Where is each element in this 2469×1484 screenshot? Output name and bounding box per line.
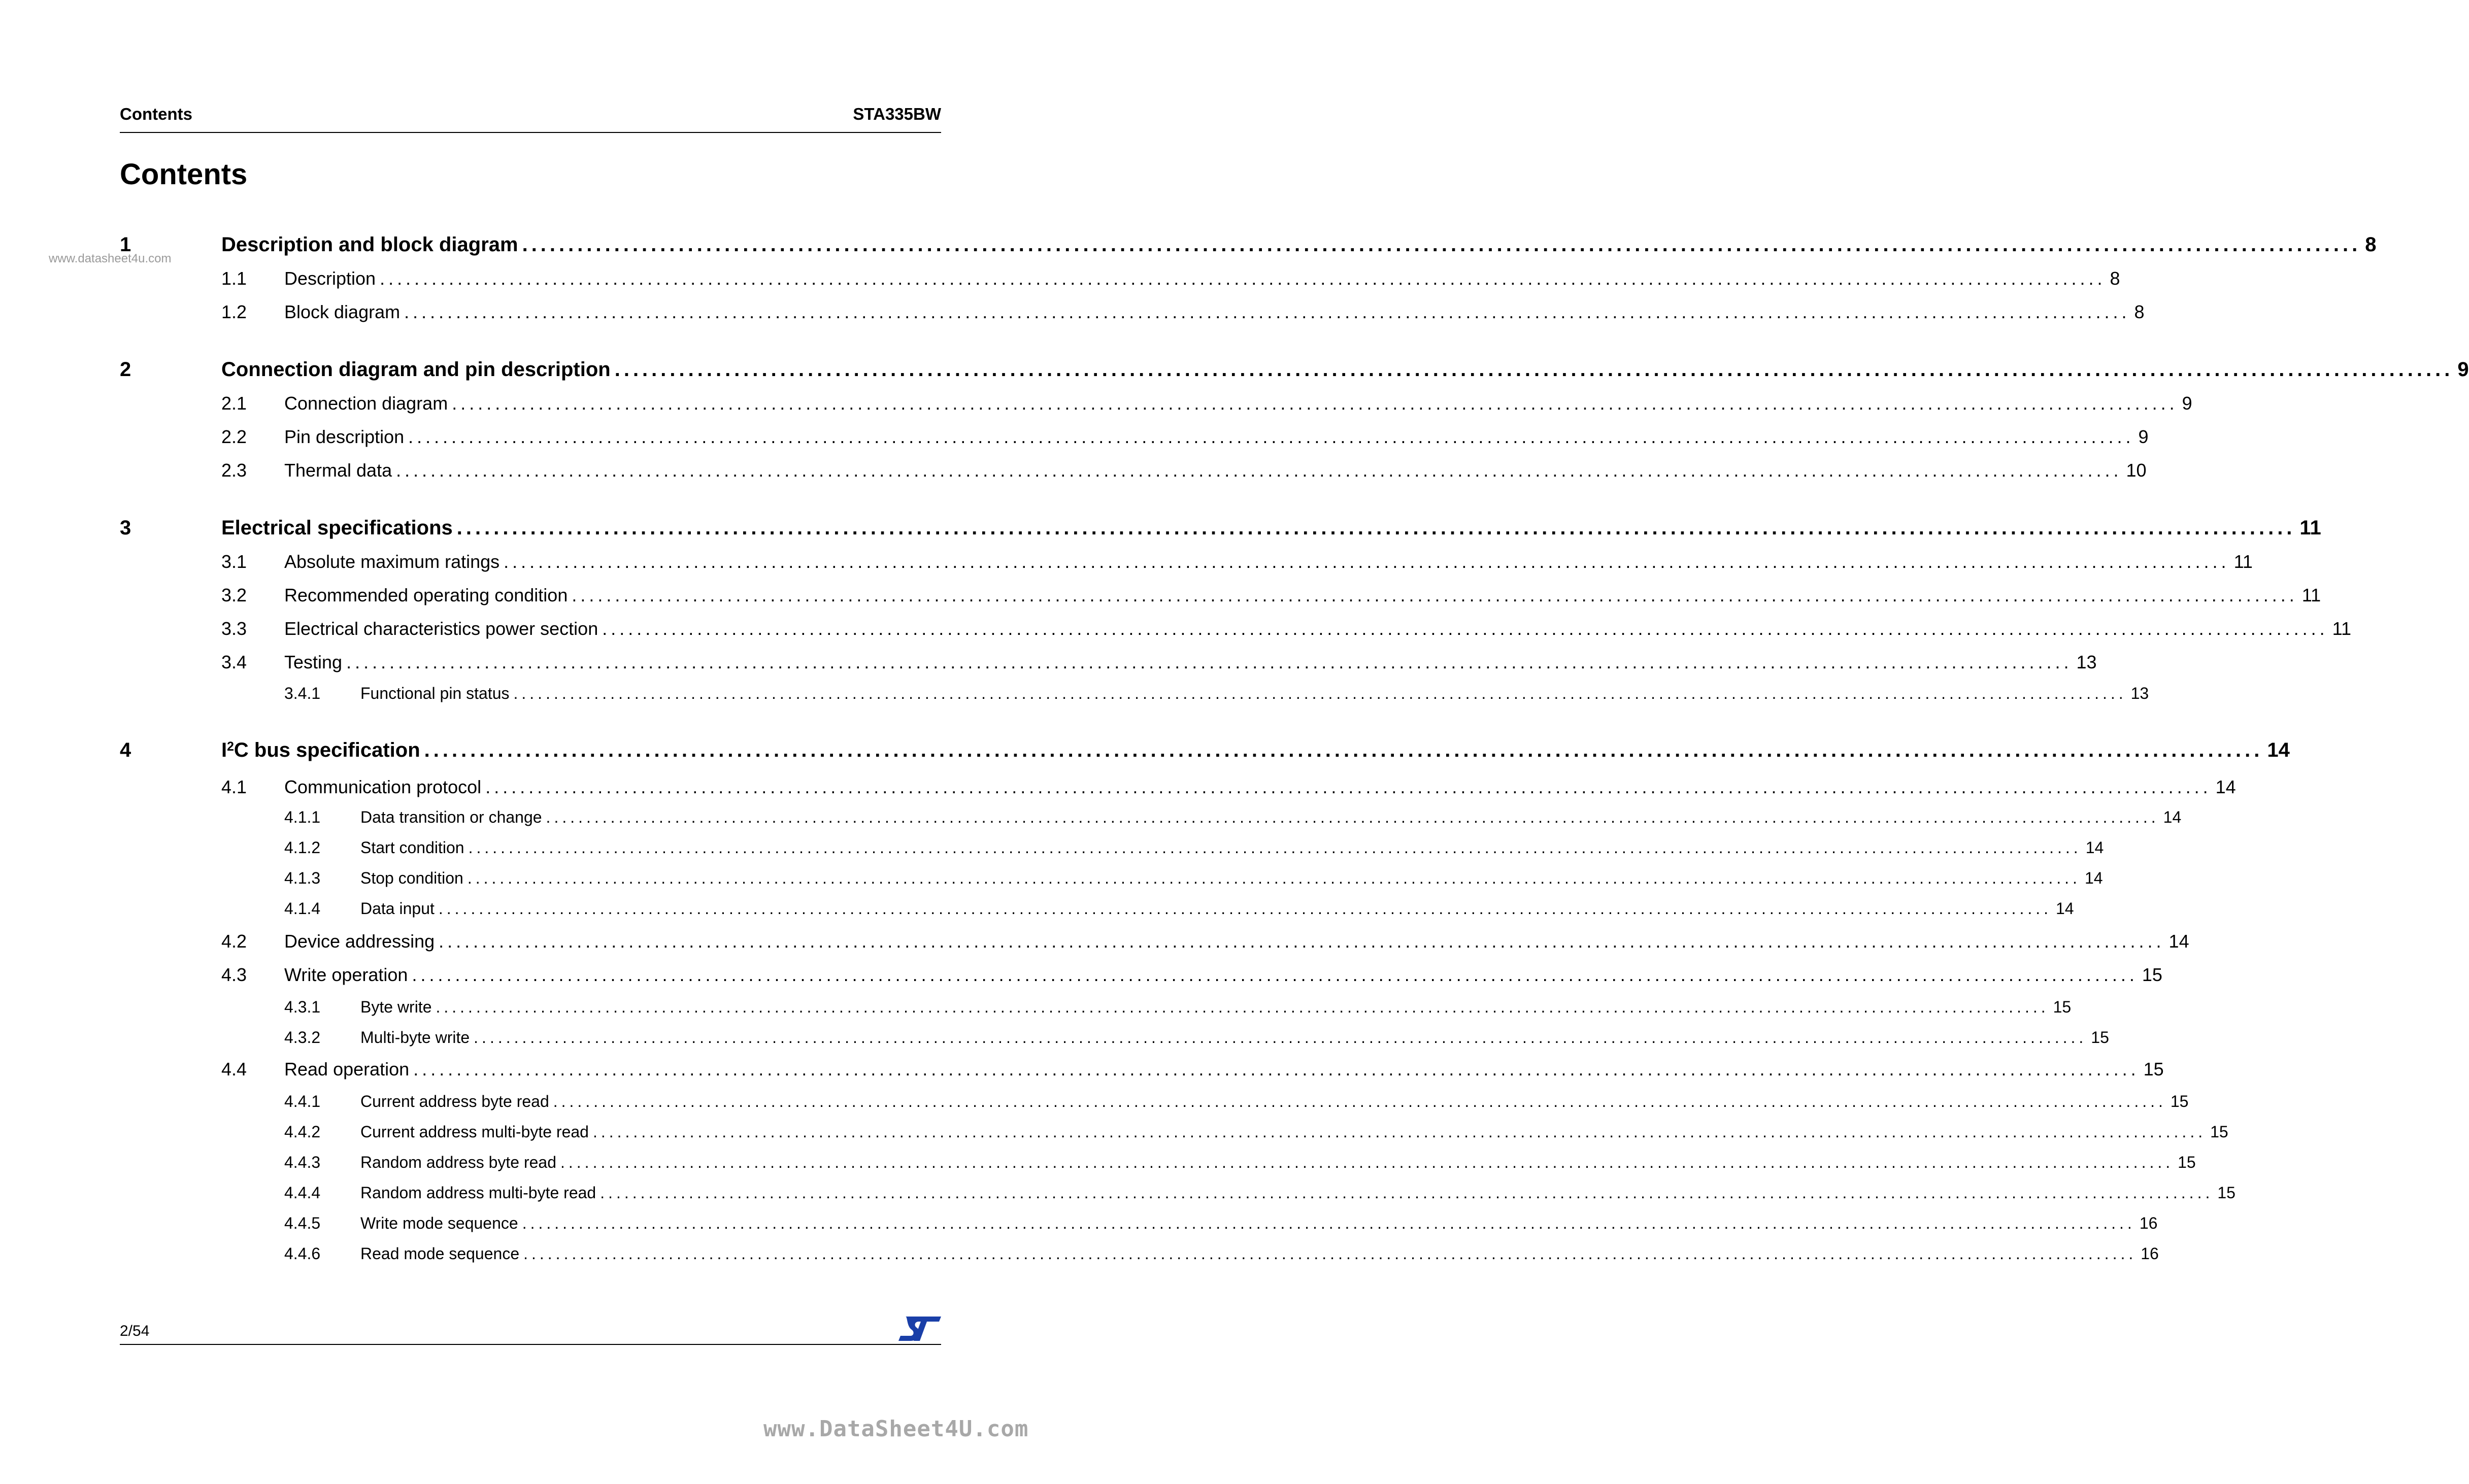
toc-entry-label: Data transition or change [360, 808, 542, 826]
toc-entry-page: 15 [2143, 1059, 2164, 1080]
toc-entry-page: 14 [2168, 931, 2189, 952]
toc-dot-leader: ........................................................................................................................................................................................................ [404, 301, 2130, 322]
page-title: Contents [120, 158, 248, 191]
toc-entry-page: 15 [2210, 1123, 2228, 1141]
toc-dot-leader: ........................................................................................................................................................................................................ [614, 358, 2454, 381]
toc-entry-level-2[interactable] [120, 551, 2253, 576]
toc-entry-label: Description [284, 268, 376, 289]
toc-entry-label: Start condition [360, 838, 464, 857]
toc-entry-level-2[interactable] [120, 301, 2145, 326]
toc-entry-level-3[interactable] [120, 998, 2072, 1022]
toc-entry-title-line [284, 268, 2120, 289]
toc-entry-level-2[interactable] [120, 426, 2149, 451]
toc-entry-label: Connection diagram and pin description [221, 358, 611, 381]
toc-entry-number: 4.1 [221, 777, 247, 797]
toc-entry-level-3[interactable] [120, 1092, 2189, 1117]
toc-entry-title-line [360, 998, 2072, 1017]
toc-dot-leader: ........................................................................................................................................................................................................ [504, 551, 2230, 572]
toc-dot-leader: ........................................................................................................................................................................................................ [553, 1092, 2166, 1110]
toc-entry-number: 4.1.1 [284, 808, 321, 826]
toc-entry-page: 14 [2085, 838, 2104, 857]
toc-entry-title-line [284, 393, 2192, 414]
toc-entry-number: 3.4.1 [284, 684, 321, 702]
header-section-label: Contents [120, 105, 192, 123]
toc-entry-number: 1.1 [221, 268, 247, 289]
toc-entry-level-1[interactable] [120, 358, 2469, 383]
toc-entry-level-2[interactable] [120, 618, 2351, 643]
toc-entry-title-line [221, 358, 2469, 381]
toc-entry-page: 15 [2217, 1184, 2236, 1202]
toc-entry-number: 4.4.1 [284, 1092, 321, 1110]
toc-entry-number: 4.1.2 [284, 838, 321, 857]
toc-entry-title-line [284, 585, 2321, 606]
toc-entry-level-2[interactable] [120, 652, 2097, 676]
toc-dot-leader: ........................................................................................................................................................................................................ [456, 517, 2296, 539]
toc-entry-level-2[interactable] [120, 460, 2147, 484]
toc-dot-leader: ........................................................................................................................................................................................................ [452, 393, 2178, 414]
toc-dot-leader: ........................................................................................................................................................................................................ [592, 1123, 2207, 1141]
toc-dot-leader: ........................................................................................................................................................................................................ [436, 998, 2049, 1016]
toc-entry-page: 15 [2170, 1092, 2189, 1110]
toc-dot-leader: ........................................................................................................................................................................................................ [380, 268, 2106, 289]
toc-entry-number: 2.1 [221, 393, 247, 414]
toc-entry-number: 4.1.3 [284, 869, 321, 887]
toc-entry-title-line [284, 551, 2253, 572]
toc-entry-number: 1.2 [221, 301, 247, 322]
toc-entry-page: 11 [2301, 585, 2321, 605]
toc-entry-title-line [284, 652, 2097, 673]
watermark-bottom: www.DataSheet4U.com [763, 1416, 1029, 1442]
toc-entry-label: Write operation [284, 964, 408, 985]
toc-entry-level-3[interactable] [120, 1153, 2196, 1177]
toc-entry-level-3[interactable] [120, 899, 2074, 924]
toc-entry-page: 8 [2134, 301, 2145, 322]
toc-entry-number: 4.4.6 [284, 1244, 321, 1263]
toc-entry-number: 4.4.2 [284, 1123, 321, 1141]
toc-entry-page: 9 [2138, 426, 2149, 447]
toc-entry-level-3[interactable] [120, 1244, 2159, 1269]
toc-entry-label [221, 739, 420, 762]
toc-entry-page: 9 [2182, 393, 2192, 414]
toc-entry-page: 13 [2130, 684, 2149, 702]
toc-entry-page: 11 [2332, 618, 2351, 639]
toc-entry-number: 3 [120, 517, 131, 539]
toc-entry-label: Recommended operating condition [284, 585, 568, 605]
toc-entry-title-line [360, 684, 2149, 703]
toc-entry-label: Data input [360, 899, 435, 918]
toc-dot-leader: ........................................................................................................................................................................................................ [546, 808, 2159, 826]
toc-entry-level-1[interactable] [120, 739, 2290, 763]
toc-entry-level-3[interactable] [120, 684, 2149, 709]
toc-entry-label: Pin description [284, 426, 405, 447]
page-number: 2/54 [120, 1323, 150, 1339]
toc-entry-label: Communication protocol [284, 777, 482, 797]
toc-entry-level-2[interactable] [120, 777, 2236, 801]
toc-entry-page: 8 [2110, 268, 2120, 289]
toc-entry-page: 16 [2141, 1244, 2159, 1263]
toc-entry-number: 4.3.2 [284, 1028, 321, 1047]
toc-entry-number: 3.4 [221, 652, 247, 672]
toc-dot-leader: ........................................................................................................................................................................................................ [413, 1059, 2140, 1080]
toc-entry-level-1[interactable] [120, 517, 2321, 541]
toc-entry-page: 11 [2233, 551, 2253, 572]
toc-entry-label: Thermal data [284, 460, 392, 481]
toc-entry-title-line [284, 1059, 2164, 1080]
toc-entry-label: Electrical characteristics power section [284, 618, 598, 639]
toc-entry-level-3[interactable] [120, 1184, 2236, 1208]
toc-entry-page: 15 [2091, 1028, 2109, 1047]
toc-entry-page: 15 [2178, 1153, 2196, 1171]
toc-dot-leader: ........................................................................................................................................................................................................ [572, 585, 2298, 605]
toc-entry-level-2[interactable] [120, 1059, 2164, 1083]
toc-dot-leader: ........................................................................................................................................................................................................ [513, 684, 2127, 702]
toc-entry-title-line [360, 1244, 2159, 1263]
header-product-name: STA335BW [853, 105, 941, 123]
toc-entry-number: 4 [120, 739, 131, 761]
page-header [120, 102, 941, 133]
toc-entry-level-2[interactable] [120, 585, 2321, 609]
toc-entry-title-line [284, 777, 2236, 798]
toc-entry-label: Description and block diagram [221, 233, 518, 256]
toc-entry-title-line [284, 301, 2145, 323]
toc-entry-label: Current address byte read [360, 1092, 549, 1110]
toc-entry-label: Device addressing [284, 931, 435, 952]
toc-entry-level-3[interactable] [120, 1214, 2158, 1238]
toc-entry-label: Connection diagram [284, 393, 448, 414]
toc-entry-number: 3.1 [221, 551, 247, 572]
toc-entry-level-2[interactable] [120, 931, 2189, 955]
toc-dot-leader: ........................................................................................................................................................................................................ [522, 1214, 2136, 1232]
toc-entry-level-1[interactable] [120, 233, 2377, 258]
toc-dot-leader: ........................................................................................................................................................................................................ [412, 964, 2138, 985]
toc-dot-leader: ........................................................................................................................................................................................................ [522, 233, 2361, 256]
toc-entry-page: 11 [2299, 517, 2321, 539]
toc-entry-level-3[interactable] [120, 808, 2182, 832]
toc-entry-title-line [360, 1153, 2196, 1172]
toc-entry-label: Random address byte read [360, 1153, 556, 1171]
toc-entry-label: Functional pin status [360, 684, 510, 702]
toc-dot-leader: ........................................................................................................................................................................................................ [396, 460, 2122, 481]
toc-entry-label: Multi-byte write [360, 1028, 470, 1047]
toc-entry-page: 8 [2365, 233, 2377, 256]
toc-entry-title-line [221, 517, 2321, 539]
toc-entry-number: 3.2 [221, 585, 247, 605]
toc-entry-level-3[interactable] [120, 1028, 2109, 1053]
toc-entry-number: 4.2 [221, 931, 247, 952]
toc-entry-label-text: C bus specification [233, 739, 420, 761]
toc-entry-title-line [360, 1184, 2236, 1202]
toc-entry-title-line [360, 1123, 2228, 1141]
toc-entry-page: 15 [2053, 998, 2072, 1016]
toc-dot-leader: ........................................................................................................................................................................................................ [523, 1244, 2137, 1263]
toc-dot-leader: ........................................................................................................................................................................................................ [438, 899, 2052, 918]
toc-entry-page: 16 [2139, 1214, 2158, 1232]
toc-entry-level-2[interactable] [120, 393, 2192, 417]
toc-entry-number: 4.3 [221, 964, 247, 985]
toc-entry-label: Read operation [284, 1059, 410, 1080]
toc-entry-title-line [360, 869, 2103, 888]
toc-entry-title-line [284, 964, 2162, 986]
toc-entry-page: 14 [2163, 808, 2182, 826]
toc-entry-number: 4.4 [221, 1059, 247, 1080]
toc-dot-leader: ........................................................................................................................................................................................................ [602, 618, 2328, 639]
toc-entry-page: 9 [2457, 358, 2469, 381]
toc-entry-label: Stop condition [360, 869, 463, 887]
toc-entry-page: 14 [2215, 777, 2236, 797]
toc-entry-title-line [221, 739, 2290, 762]
toc-entry-level-2[interactable] [120, 268, 2120, 292]
toc-entry-title-line [360, 1214, 2158, 1233]
toc-dot-leader: ........................................................................................................................................................................................................ [439, 931, 2165, 952]
toc-entry-title-line [360, 1092, 2189, 1111]
toc-entry-label-superscript: 2 [227, 739, 234, 754]
toc-entry-number: 4.4.4 [284, 1184, 321, 1202]
toc-entry-page: 14 [2267, 739, 2290, 761]
toc-entry-number: 4.1.4 [284, 899, 321, 918]
toc-entry-label: Random address multi-byte read [360, 1184, 596, 1202]
toc-entry-label: Absolute maximum ratings [284, 551, 500, 572]
toc-entry-label: Byte write [360, 998, 432, 1016]
toc-entry-number: 1 [120, 233, 131, 256]
toc-entry-label: Block diagram [284, 301, 401, 322]
toc-entry-label-prefix: I [221, 739, 227, 761]
toc-entry-label: Electrical specifications [221, 517, 453, 539]
toc-entry-title-line [360, 838, 2104, 857]
toc-entry-label: Read mode sequence [360, 1244, 520, 1263]
toc-dot-leader: ........................................................................................................................................................................................................ [467, 869, 2081, 887]
toc-dot-leader: ........................................................................................................................................................................................................ [424, 739, 2263, 761]
toc-dot-leader: ........................................................................................................................................................................................................ [468, 838, 2082, 857]
toc-dot-leader: ........................................................................................................................................................................................................ [600, 1184, 2214, 1202]
toc-entry-title-line [284, 931, 2189, 952]
toc-entry-level-3[interactable] [120, 1123, 2228, 1147]
toc-entry-level-3[interactable] [120, 838, 2104, 863]
toc-dot-leader: ........................................................................................................................................................................................................ [408, 426, 2134, 447]
toc-entry-number: 2.3 [221, 460, 247, 481]
toc-entry-page: 13 [2076, 652, 2097, 672]
toc-entry-number: 2.2 [221, 426, 247, 447]
toc-entry-title-line [360, 1028, 2109, 1047]
toc-entry-label: Current address multi-byte read [360, 1123, 589, 1141]
st-logo-icon [898, 1316, 941, 1342]
toc-dot-leader: ........................................................................................................................................................................................................ [346, 652, 2073, 672]
toc-entry-title-line [284, 618, 2351, 639]
toc-entry-number: 4.4.3 [284, 1153, 321, 1171]
toc-entry-number: 2 [120, 358, 131, 381]
toc-entry-number: 4.3.1 [284, 998, 321, 1016]
toc-entry-page: 14 [2056, 899, 2074, 918]
toc-entry-title-line [360, 808, 2182, 827]
toc-entry-level-3[interactable] [120, 869, 2103, 893]
toc-entry-label: Write mode sequence [360, 1214, 518, 1232]
toc-entry-title-line [360, 899, 2074, 918]
toc-dot-leader: ........................................................................................................................................................................................................ [474, 1028, 2087, 1047]
toc-entry-label: Testing [284, 652, 343, 672]
toc-entry-title-line [221, 233, 2377, 256]
toc-entry-level-2[interactable] [120, 964, 2162, 989]
toc-entry-page: 10 [2126, 460, 2147, 481]
toc-dot-leader: ........................................................................................................................................................................................................ [485, 777, 2212, 797]
toc-entry-page: 15 [2142, 964, 2162, 985]
toc-dot-leader: ........................................................................................................................................................................................................ [560, 1153, 2174, 1171]
page-footer [120, 1316, 941, 1345]
watermark-top: www.datasheet4u.com [49, 252, 172, 265]
toc-entry-page: 14 [2084, 869, 2103, 887]
toc-entry-title-line [284, 426, 2149, 448]
toc-entry-number: 3.3 [221, 618, 247, 639]
toc-entry-number: 4.4.5 [284, 1214, 321, 1232]
toc-entry-title-line [284, 460, 2147, 481]
